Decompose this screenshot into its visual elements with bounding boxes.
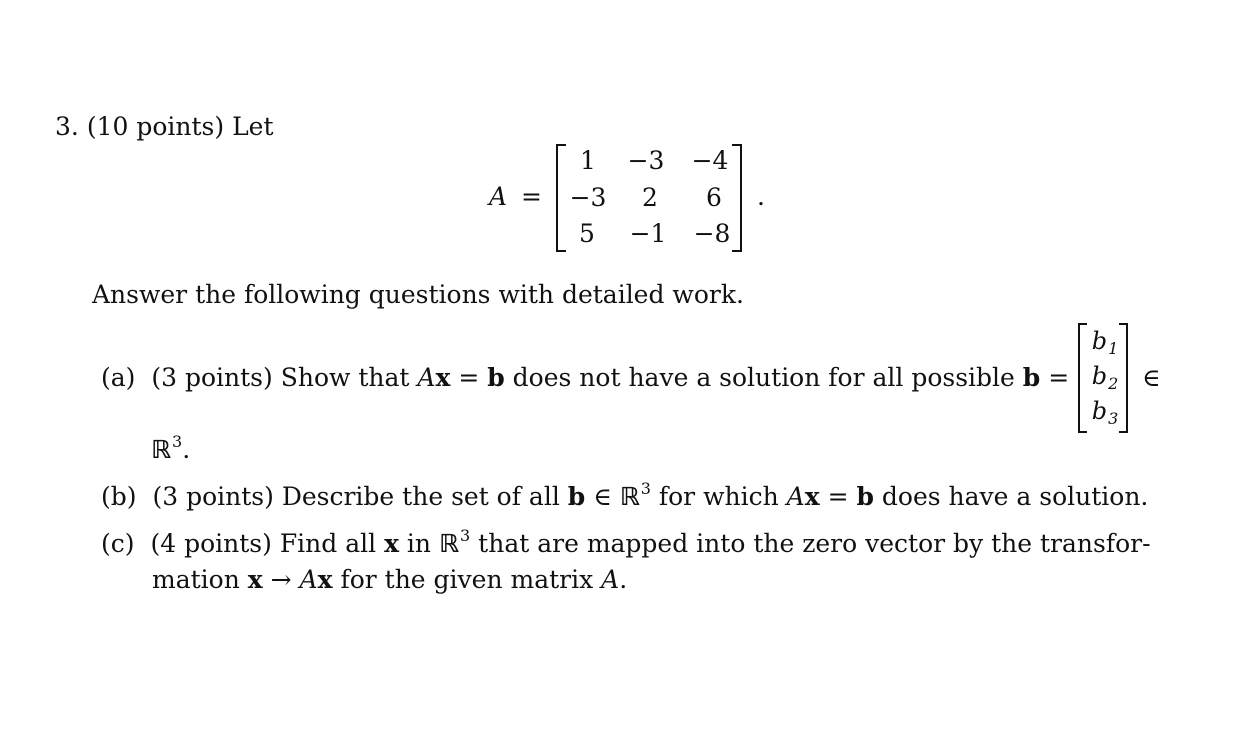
part-a-points: (3 points) [151,363,273,392]
part-c-A: A [299,565,318,594]
matrix-cell-3-3: −8 [693,219,731,248]
vector-left-bracket [1078,323,1087,433]
part-b-b2: b [856,482,874,511]
part-c-in: in [406,529,432,558]
part-b-line [101,479,1149,511]
part-c-points: (4 points) [150,529,272,558]
part-b-x: x [804,482,820,511]
part-a-text-not: does not have a solution for all possible [512,363,1015,392]
part-c-text2: that are mapped into the zero vector by the transfor- [478,529,1151,558]
part-a-label: (a) [101,363,136,392]
matrix-equation-lhs [489,184,542,209]
matrix-cell-1-1: 1 [580,146,596,175]
part-a-line2 [151,432,191,464]
equals-sign: = [521,182,542,211]
part-b-A: A [786,482,805,511]
instruction-text: Answer the following questions with detailed work. [92,280,744,309]
matrix-cell-2-2: 2 [642,183,658,212]
part-c-x: x [384,529,399,558]
problem-points: (10 points) [86,112,225,141]
part-c-R-exp: 3 [460,526,471,545]
part-c-x2: x [247,565,263,594]
part-c-text1: Find all [279,529,377,558]
part-a-elem: ∈ [1142,363,1161,392]
part-a-end: . [182,435,191,464]
part-b-label: (b) [101,482,137,511]
matrix-period: . [757,182,765,211]
part-c-line2-end: for the given matrix [340,565,594,594]
matrix-name: A [489,182,508,211]
part-c-arrow: → [270,565,292,594]
problem-number: 3. [55,112,79,141]
vector-entry-1: $b_1$ [1091,327,1119,358]
part-c-A2: A [601,565,620,594]
part-b-points: (3 points) [152,482,274,511]
matrix-cell-1-2: −3 [627,146,665,175]
part-c-x3: x [317,565,333,594]
part-c-end: . [619,565,628,594]
part-a-R-exp: 3 [172,432,183,451]
vector-b [1078,323,1130,431]
part-c-R: ℝ [438,529,460,558]
problem-header [55,114,274,139]
part-c-line2 [152,567,627,592]
part-b-R: ℝ [619,482,640,511]
part-b-text2: for which [658,482,779,511]
part-a-b2: b [1022,363,1041,392]
vector-entry-3: $b_3$ [1091,397,1119,428]
part-c-line1 [101,526,1151,558]
part-a-R: ℝ [151,435,172,464]
matrix-a [556,144,766,250]
part-a-eq: = [458,363,480,392]
matrix-cell-1-3: −4 [691,146,729,175]
part-b-eq: = [827,482,849,511]
part-a-text-show: Show that [280,363,410,392]
part-a-line [101,365,1069,390]
matrix-cell-3-1: 5 [579,219,595,248]
part-c-label: (c) [101,529,135,558]
part-b-text3: does have a solution. [881,482,1149,511]
matrix-cell-2-3: 6 [706,183,722,212]
part-a-eq2: = [1048,363,1070,392]
part-b-elem: ∈ [593,482,612,511]
matrix-cell-2-1: −3 [569,183,607,212]
part-a-A: A [417,363,436,392]
matrix-cell-3-2: −1 [629,219,667,248]
part-b-R-exp: 3 [640,479,651,498]
vector-entry-2: $b_2$ [1091,362,1119,393]
part-a-b: b [487,363,505,392]
part-b-text1: Describe the set of all [281,482,560,511]
part-b-b: b [567,482,586,511]
problem-let: Let [232,112,274,141]
part-a-x: x [435,363,451,392]
part-c-line2-start: mation [152,565,240,594]
